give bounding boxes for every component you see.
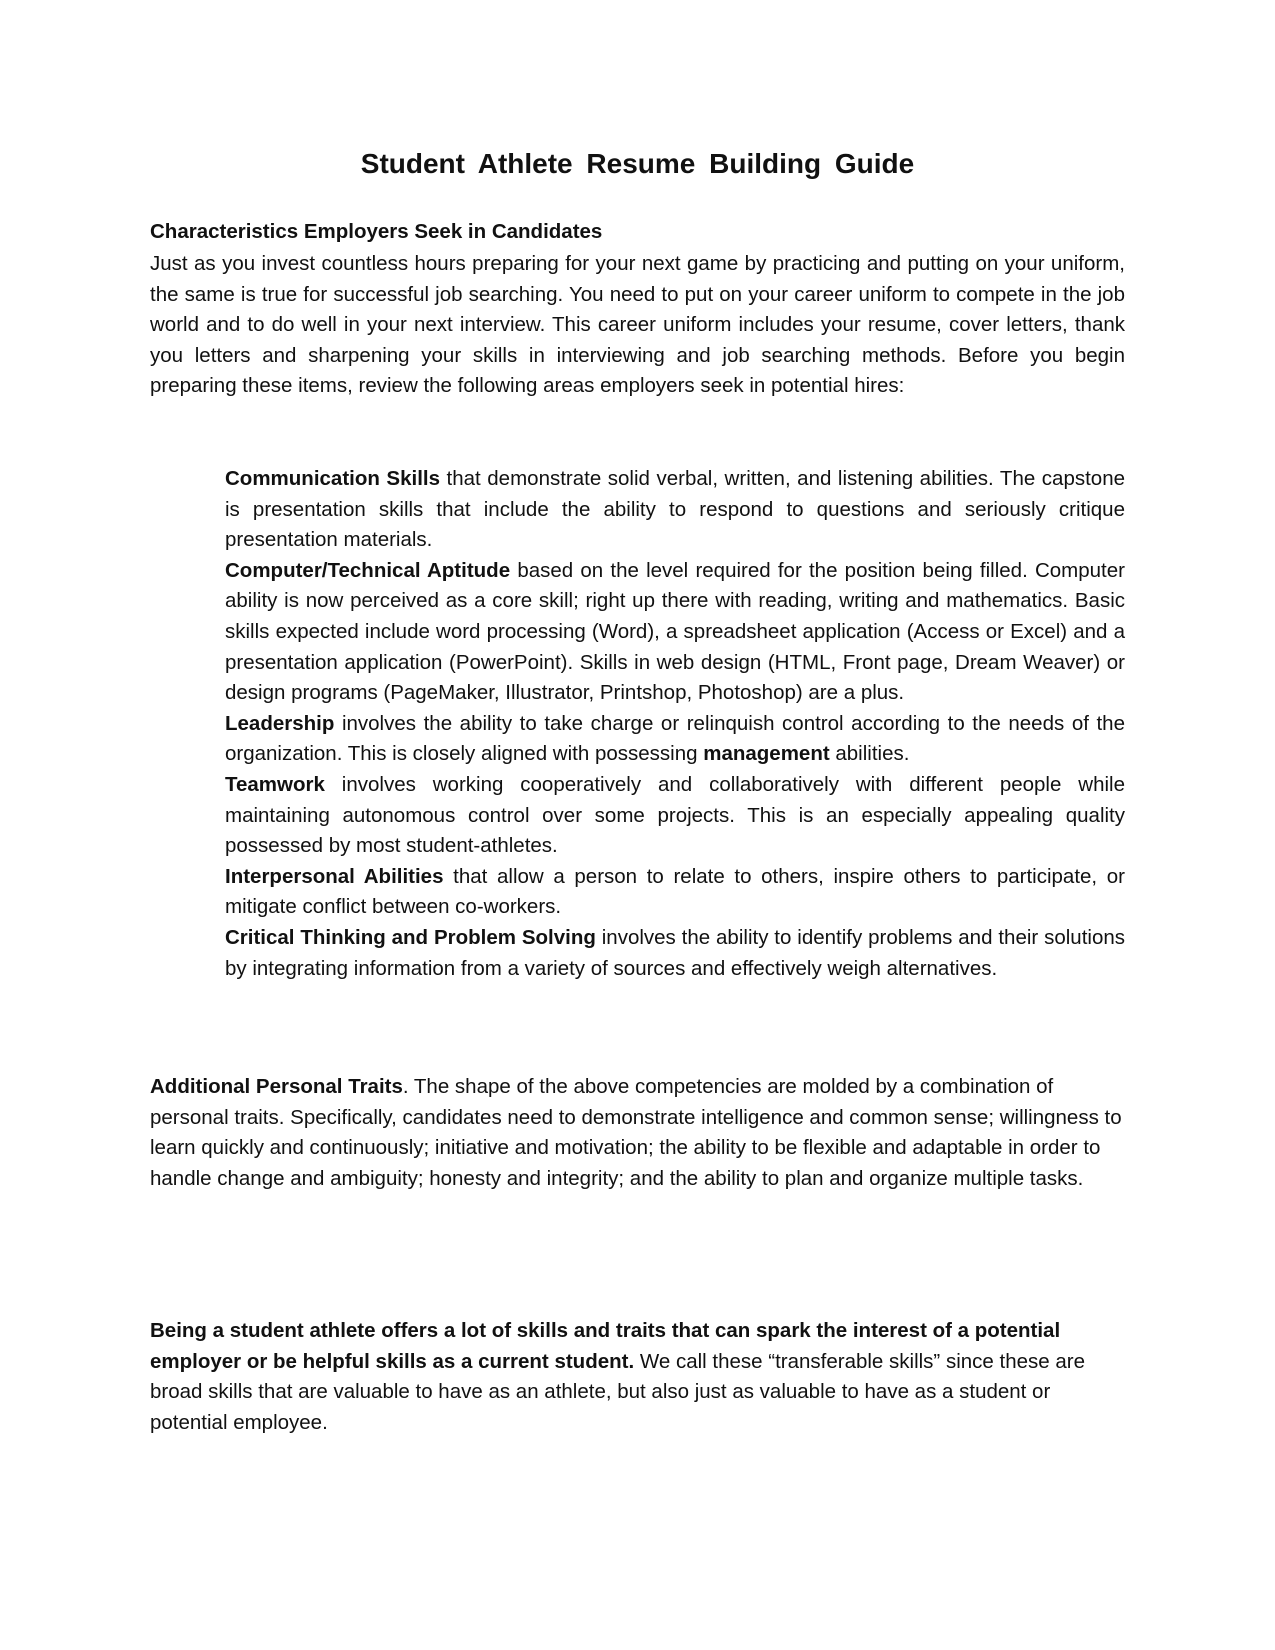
- skill-description: involves the ability to identify problems and their solutions by integrating information from a variety of sources and effectively weigh alternatives.: [225, 925, 1125, 980]
- skills-list: [225, 464, 1125, 984]
- skill-teamwork: [225, 770, 1125, 862]
- traits-term: Additional Personal Traits: [150, 1075, 403, 1098]
- skill-communication: [225, 464, 1125, 556]
- skill-term: Critical Thinking and Problem Solving: [225, 925, 596, 949]
- skill-computer-technical: [225, 556, 1125, 709]
- skill-description: that allow a person to relate to others, inspire others to participate, or mitigate conflict between co-workers.: [225, 864, 1125, 919]
- student-athlete-text: We call these “transferable skills” since these are broad skills that are valuable to have as an athlete, but also just as valuable to have as a student or potential employee.: [150, 1349, 1085, 1434]
- page-title: Student Athlete Resume Building Guide: [360, 148, 915, 179]
- skill-term: Computer/Technical Aptitude: [225, 558, 511, 582]
- skill-description-end: abilities.: [829, 742, 910, 766]
- intro-paragraph: Just as you invest countless hours preparing for your next game by practicing and putting on your uniform, the same is true for successful job searching. You need to put on your career uniform to compete in the job world and to do well in your next interview. This career uniform includes your resume, cover letters, thank you letters and sharpening your skills in interviewing and job searching methods. Before you begin preparing these items, review the following areas employers seek in potential hires:: [150, 252, 1125, 398]
- skill-description: based on the level required for the position being filled. Computer ability is now perceived as a core skill; right up there with reading, writing and mathematics. Basic skills expected include word processing (Word), a spreadsheet application (Access or Excel) and a presentation application (PowerPoint). Skills in web design (HTML, Front page, Dream Weaver) or design programs (PageMaker, Illustrator, Printshop, Photoshop) are a plus.: [225, 558, 1125, 705]
- student-athlete-lead: Being a student athlete offers a lot of skills and traits that can spark the interest of a potential employer or be helpful skills as a current student.: [150, 1319, 1061, 1373]
- skill-description: involves the ability to take charge or relinquish control according to the needs of the organization. This is closely aligned with possessing: [225, 711, 1125, 766]
- additional-traits-paragraph: [150, 1072, 1125, 1194]
- section-heading-characteristics: Characteristics Employers Seek in Candidates: [150, 220, 603, 243]
- skill-leadership: [225, 709, 1125, 770]
- skill-term: Interpersonal Abilities: [225, 864, 444, 888]
- student-athlete-paragraph: [150, 1316, 1125, 1438]
- traits-text: . The shape of the above competencies are molded by a combination of personal traits. Specifically, candidates need to demonstrate intelligence and common sense; willingness to learn quickly and continuously; initiative and motivation; the ability to be flexible and adaptable in order to handle change and ambiguity; honesty and integrity; and the ability to plan and organize multiple tasks.: [150, 1075, 1122, 1190]
- skill-interpersonal: [225, 862, 1125, 923]
- skill-emphasis: management: [703, 742, 830, 766]
- skill-term: Teamwork: [225, 772, 325, 796]
- skill-term: Communication Skills: [225, 467, 440, 490]
- skill-term: Leadership: [225, 711, 335, 735]
- skill-description: involves working cooperatively and collaboratively with different people while maintaining autonomous control over some projects. This is an especially appealing quality possessed by most student-athletes.: [225, 772, 1125, 858]
- skill-critical-thinking: [225, 923, 1125, 984]
- skill-description: that demonstrate solid verbal, written, and listening abilities. The capstone is presentation skills that include the ability to respond to questions and seriously critique presentation materials.: [225, 467, 1125, 552]
